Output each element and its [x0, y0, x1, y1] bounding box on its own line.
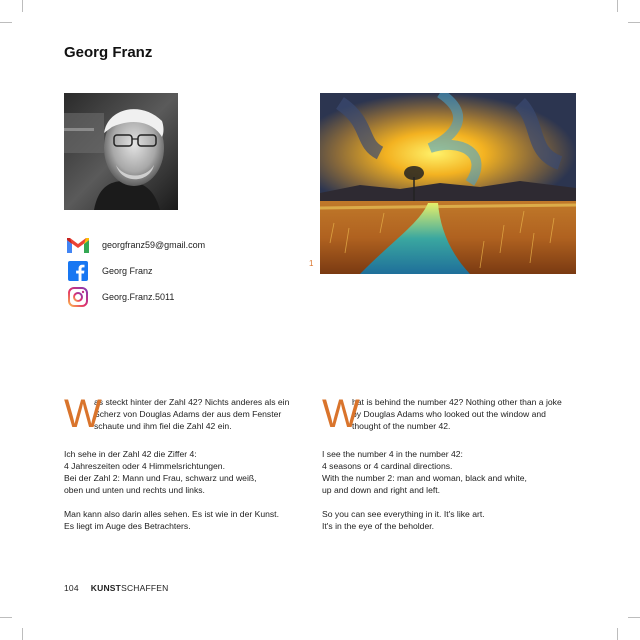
drop-cap: W	[322, 392, 360, 436]
contact-item-facebook[interactable]	[66, 260, 205, 282]
drop-cap: W	[64, 392, 102, 436]
brand-name-bold: KUNST	[90, 583, 122, 593]
brand-name-light: SCHAFFEN	[121, 583, 169, 593]
crop-mark	[0, 617, 12, 618]
crop-mark	[22, 0, 23, 12]
english-paragraph-2: I see the number 4 in the number 42: 4 seasons or 4 cardinal directions. With the number 2: man and woman, black and white, up and down and right and left.	[322, 449, 527, 495]
german-paragraph-2: Ich sehe in der Zahl 42 die Ziffer 4: 4 Jahreszeiten oder 4 Himmelsrichtungen. Bei der Zahl 2: Mann und Frau, schwarz und weiß, oben und unten und rechts und links.	[64, 449, 257, 495]
english-lead	[322, 392, 570, 436]
crop-mark	[628, 22, 640, 23]
page-title: Georg Franz	[64, 44, 153, 61]
english-text-column	[322, 392, 570, 544]
crop-mark	[0, 22, 12, 23]
page-footer	[64, 583, 169, 593]
contact-item-instagram[interactable]	[66, 286, 205, 308]
figure-number: 1	[309, 259, 314, 268]
english-lead-text: hat is behind the number 42? Nothing other than a joke by Douglas Adams who looked out the window and thought of the number 42.	[352, 397, 562, 431]
german-lead	[64, 392, 312, 436]
artist-portrait	[64, 93, 178, 210]
english-paragraph-3: So you can see everything in it. It's like art. It's in the eye of the beholder.	[322, 509, 485, 531]
contact-list	[66, 234, 205, 312]
crop-mark	[617, 628, 618, 640]
facebook-icon	[66, 260, 90, 282]
crop-mark	[628, 617, 640, 618]
email-text: georgfranz59@gmail.com	[102, 240, 206, 250]
crop-mark	[22, 628, 23, 640]
crop-mark	[617, 0, 618, 12]
german-text-column	[64, 392, 312, 544]
german-lead-text: as steckt hinter der Zahl 42? Nichts anderes als ein Scherz von Douglas Adams der aus dem Fenster schaute und ihm fiel die Zahl 42 ein.	[94, 397, 290, 431]
page-number: 104	[64, 583, 79, 593]
instagram-text: Georg.Franz.5011	[102, 292, 175, 302]
contact-item-email[interactable]	[66, 234, 205, 256]
artwork-painting	[320, 93, 576, 274]
instagram-icon	[66, 286, 90, 308]
gmail-icon	[66, 234, 90, 256]
facebook-text: Georg Franz	[102, 266, 153, 276]
german-paragraph-3: Man kann also darin alles sehen. Es ist wie in der Kunst. Es liegt im Auge des Betrachters.	[64, 509, 279, 531]
